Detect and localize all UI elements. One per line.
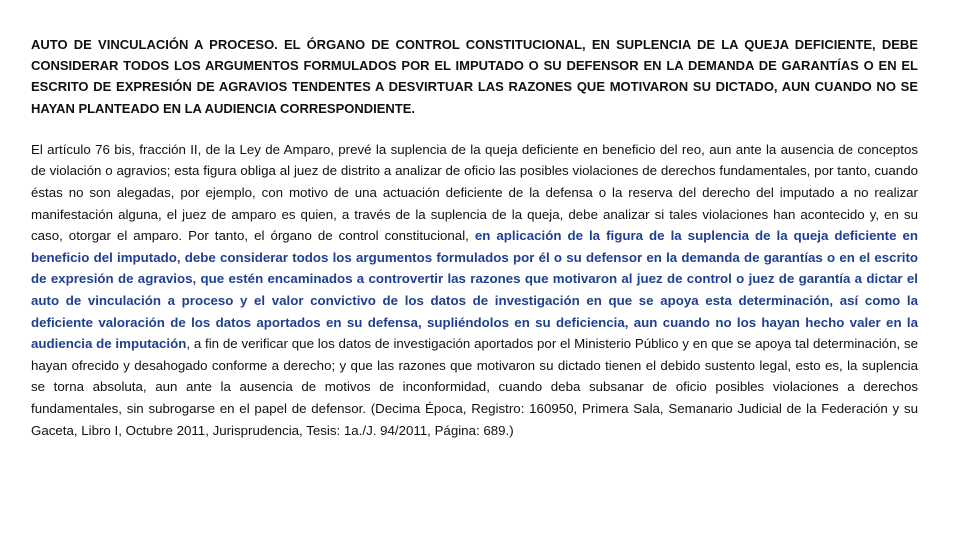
document-paragraph (31, 139, 918, 441)
paragraph-highlighted-text: en aplicación de la figura de la suplencia de la queja deficiente en beneficio del imputado, debe considerar todos los argumentos formulados por él o su defensor en la demanda de garantías o en el escrito de expresión de agravios, que estén encaminados a controvertir las razones que motivaron al juez de control o juez de garantía a dictar el auto de vinculación a proceso y el valor convictivo de los datos de investigación en que se apoya esta determinación, así como la deficiente valoración de los datos aportados en su defensa, supliéndolos en su deficiencia, aun cuando no los hayan hecho valer en la audiencia de imputación (31, 228, 918, 352)
document-heading: AUTO DE VINCULACIÓN A PROCESO. EL ÓRGANO DE CONTROL CONSTITUCIONAL, EN SUPLENCIA DE LA QUEJA DEFICIENTE, DEBE CONSIDERAR TODOS LOS ARGUMENTOS FORMULADOS POR EL IMPUTADO O SU DEFENSOR EN LA DEMANDA DE GARANTÍAS O EN EL ESCRITO DE EXPRESIÓN DE AGRAVIOS TENDENTES A DESVIRTUAR LAS RAZONES QUE MOTIVARON SU DICTADO, AUN CUANDO NO SE HAYAN PLANTEADO EN LA AUDIENCIA CORRESPONDIENTE. (31, 37, 918, 116)
paragraph-intro-text: El artículo 76 bis, fracción II, de la Ley de Amparo, prevé la suplencia de la queja deficiente en beneficio del reo, aun ante la ausencia de conceptos de violación o agravios; esta figura obliga al juez de distrito a analizar de oficio las posibles violaciones de derechos fundamentales, por tanto, cuando éstas no son alegadas, por ejemplo, con motivo de una actuación deficiente de la defensa o la reserva del derecho del imputado a no realizar manifestación alguna, el juez de amparo es quien, a través de la suplencia de la queja, debe analizar si tales violaciones han acontecido y, en su caso, otorgar el amparo. Por tanto, el órgano de control constitucional, (31, 141, 918, 244)
paragraph-closing-text: , a fin de verificar que los datos de investigación aportados por el Ministerio Público y en que se apoya tal determinación, se hayan ofrecido y desahogado conforme a derecho; y que las razones que motivaron su dictado tienen el debido sustento legal, esto es, la suplencia se torna absoluta, aun ante la ausencia de motivos de inconformidad, cuando deba subsanar de oficio posibles violaciones a derechos fundamentales, sin subrogarse en el papel de defensor. (Decima Época, Registro: 160950, Primera Sala, Semanario Judicial de la Federación y su Gaceta, Libro I, Octubre 2011, Jurisprudencia, Tesis: 1a./J. 94/2011, Página: 689.) (31, 336, 918, 438)
document-page (31, 34, 918, 441)
